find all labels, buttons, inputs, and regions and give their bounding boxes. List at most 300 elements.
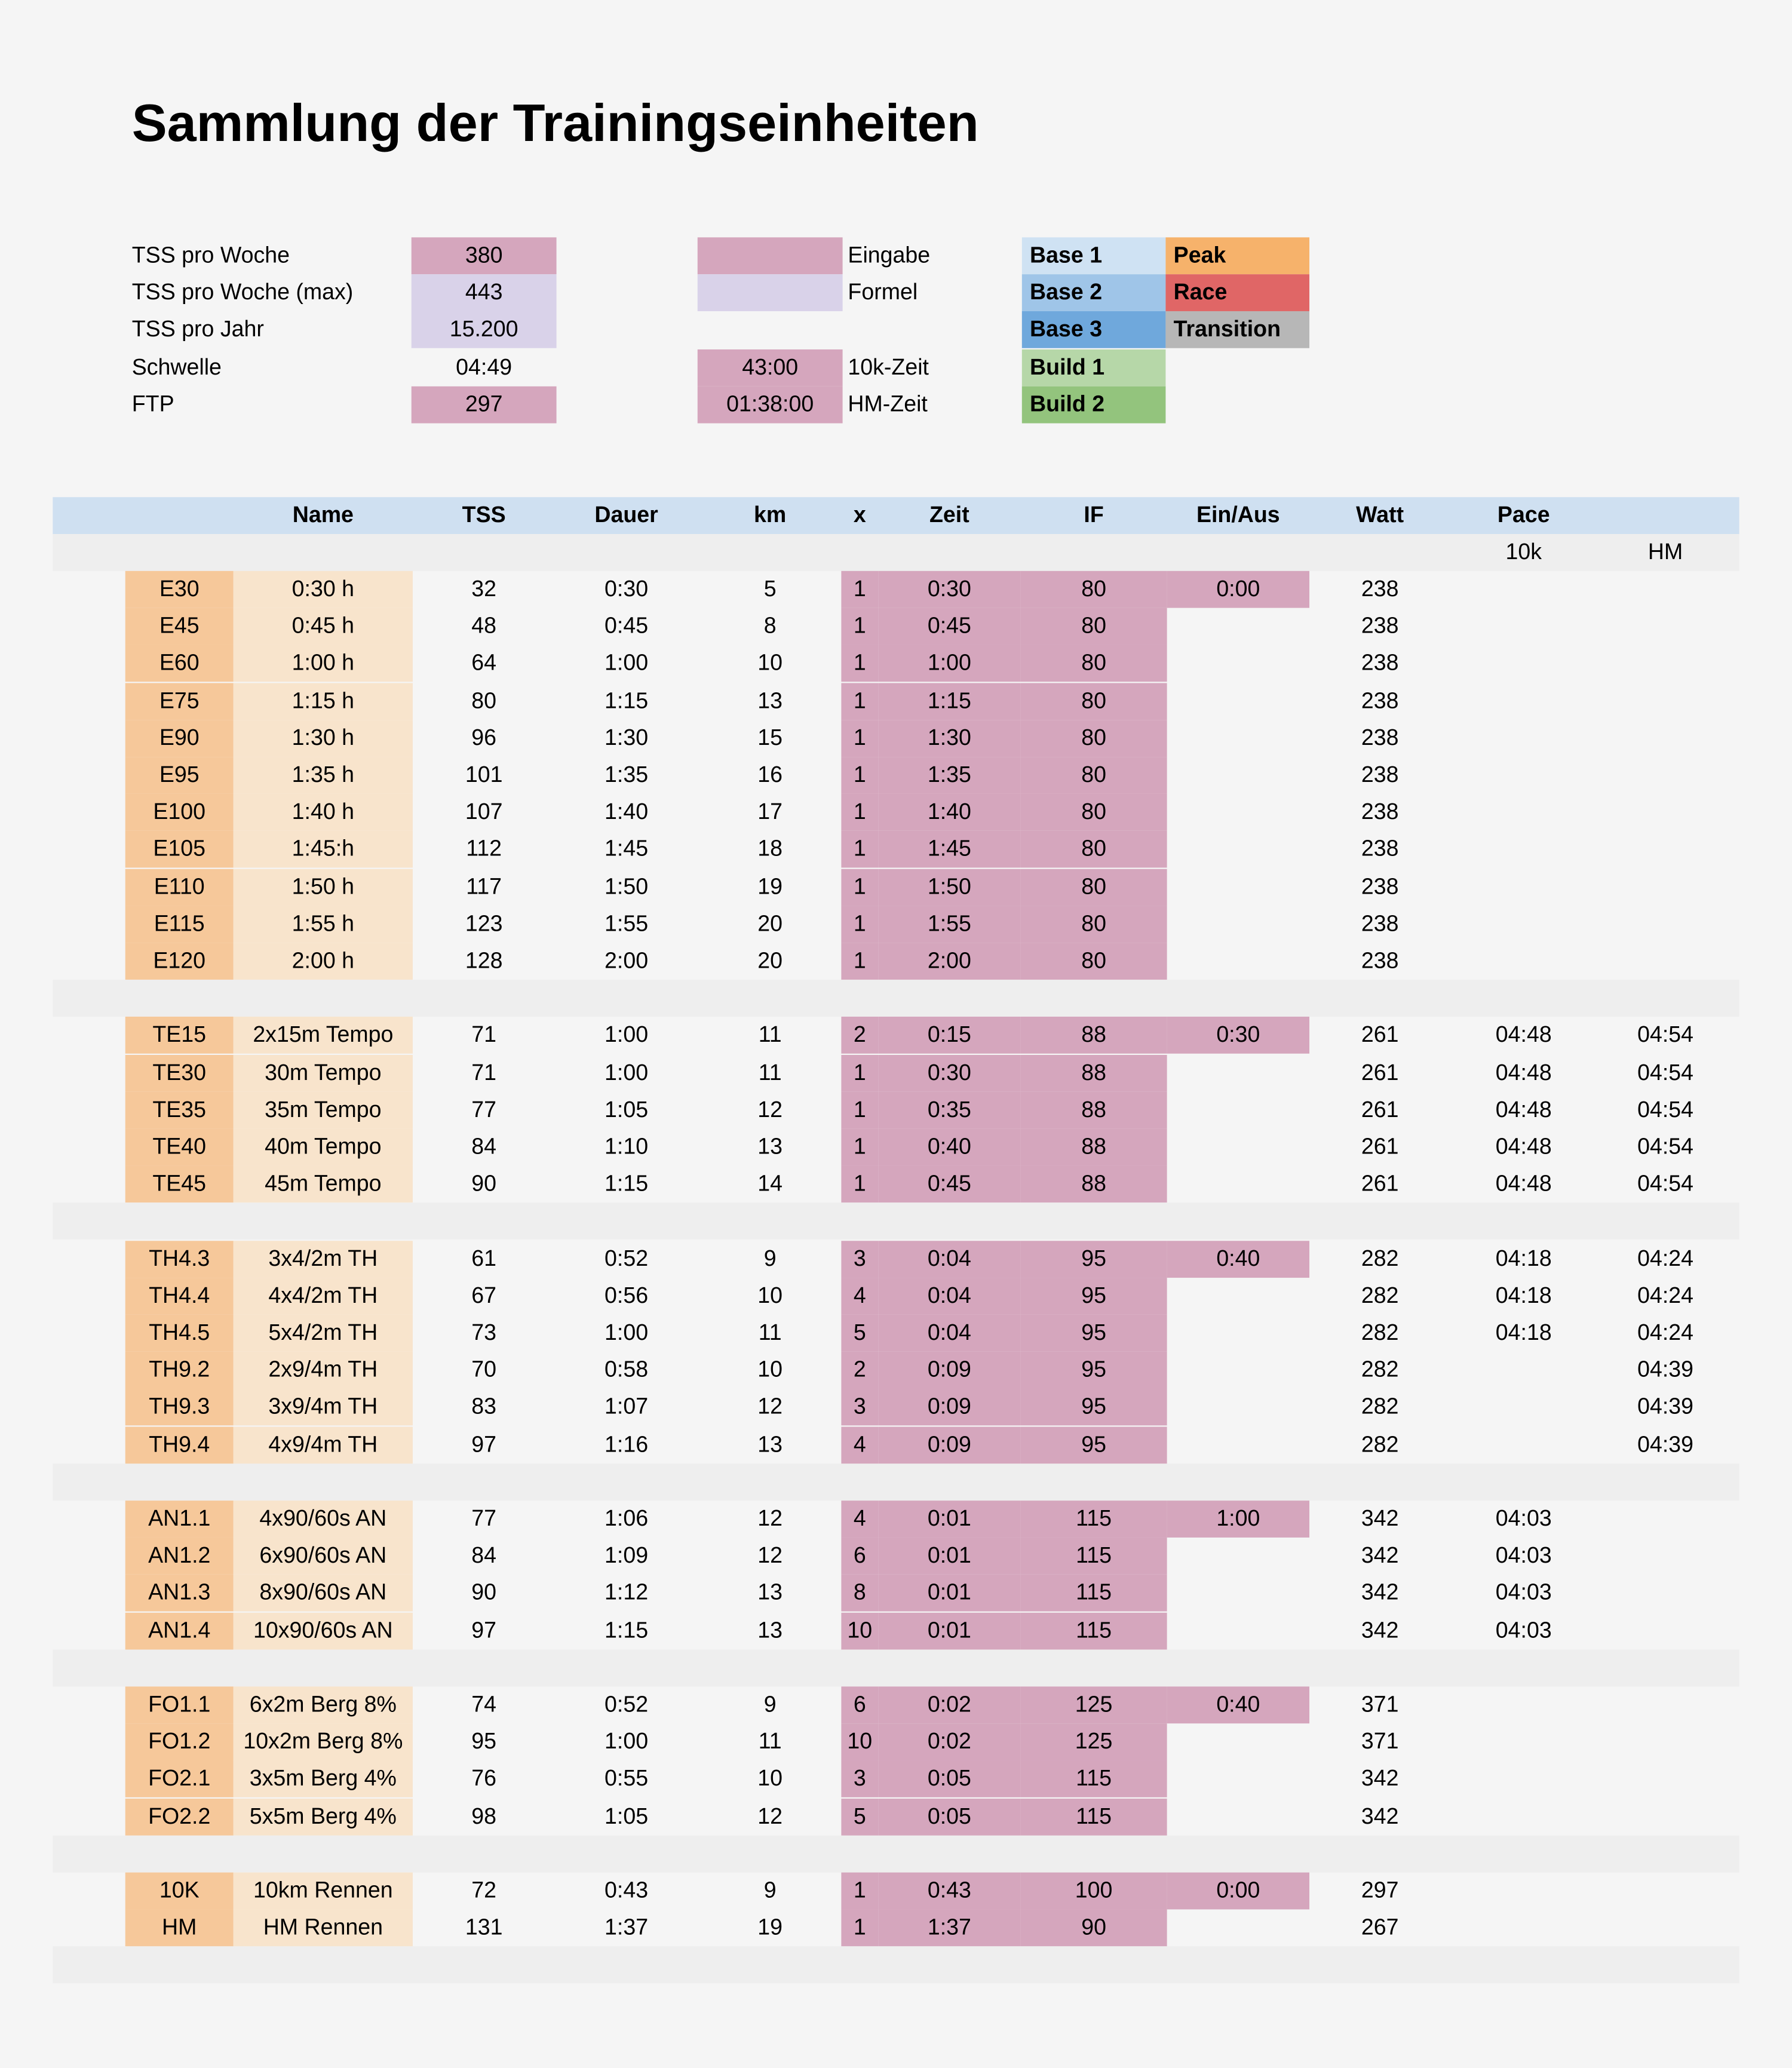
- watt-cell: 342: [1361, 1505, 1399, 1531]
- dauer-cell: 1:00: [605, 1729, 649, 1754]
- km-cell: 10: [757, 1357, 783, 1382]
- header-watt: Watt: [1356, 502, 1404, 527]
- if-cell: 80: [1021, 608, 1167, 645]
- header-tss: TSS: [462, 502, 506, 527]
- dauer-cell: 1:05: [605, 1803, 649, 1828]
- zeit-cell: 1:50: [878, 869, 1020, 906]
- km-cell: 19: [757, 1914, 783, 1940]
- pace-10k-cell: [1450, 1724, 1597, 1761]
- if-cell: 125: [1021, 1724, 1167, 1761]
- header-pace: Pace: [1497, 502, 1550, 527]
- pace-10k-cell: [1450, 794, 1597, 831]
- watt-cell: 238: [1361, 873, 1399, 899]
- dauer-cell: 1:06: [605, 1505, 649, 1531]
- dauer-cell: 1:30: [605, 725, 649, 750]
- summary-value: 04:49: [456, 354, 513, 379]
- key-label: Formel: [848, 280, 918, 305]
- summary-value[interactable]: 380: [412, 237, 557, 274]
- km-cell: 10: [757, 651, 783, 676]
- zeit-cell: 0:05: [878, 1798, 1020, 1835]
- group-separator: [53, 1203, 1739, 1240]
- tss-cell: 131: [465, 1914, 503, 1940]
- if-cell: 80: [1021, 683, 1167, 720]
- tss-cell: 101: [465, 762, 503, 787]
- workout-code[interactable]: TE35: [125, 1091, 234, 1128]
- workout-code[interactable]: TH9.4: [125, 1426, 234, 1463]
- km-cell: 13: [757, 1431, 783, 1457]
- workout-code[interactable]: FO2.1: [125, 1761, 234, 1798]
- workout-name: 4x9/4m TH: [234, 1426, 413, 1463]
- zeit-cell: 0:04: [878, 1315, 1020, 1352]
- pace-hm-cell: 04:54: [1637, 1134, 1694, 1159]
- tss-cell: 98: [471, 1803, 497, 1828]
- tss-cell: 80: [471, 688, 497, 713]
- pace-hm-cell: [1597, 1873, 1734, 1910]
- pace-hm-cell: [1597, 794, 1734, 831]
- pace-hm-cell: 04:24: [1637, 1245, 1694, 1271]
- workout-code[interactable]: HM: [125, 1910, 234, 1947]
- page-title: Sammlung der Trainingseinheiten: [131, 94, 979, 154]
- workout-name: 1:50 h: [234, 869, 413, 906]
- if-cell: 88: [1021, 1054, 1167, 1091]
- workout-code[interactable]: AN1.2: [125, 1538, 234, 1575]
- tss-cell: 97: [471, 1431, 497, 1457]
- workout-code[interactable]: E30: [125, 571, 234, 608]
- zeit-cell: 1:00: [878, 645, 1020, 682]
- reps-cell: 6: [841, 1538, 878, 1575]
- zeit-cell: 1:37: [878, 1910, 1020, 1947]
- tss-cell: 90: [471, 1580, 497, 1606]
- pace-10k-cell: [1450, 645, 1597, 682]
- zeit-cell: 0:04: [878, 1240, 1020, 1277]
- summary-value: 15.200: [412, 312, 557, 349]
- watt-cell: 261: [1361, 1059, 1399, 1085]
- tss-cell: 128: [465, 948, 503, 974]
- pace-10k-cell: [1450, 906, 1597, 943]
- watt-cell: 238: [1361, 688, 1399, 713]
- tss-cell: 84: [471, 1543, 497, 1569]
- zeit-cell: 0:43: [878, 1873, 1020, 1910]
- watt-cell: 238: [1361, 836, 1399, 862]
- reps-cell: 1: [841, 1166, 878, 1203]
- dauer-cell: 1:16: [605, 1431, 649, 1457]
- workout-code[interactable]: 10K: [125, 1873, 234, 1910]
- group-separator: [53, 1463, 1739, 1501]
- ein-aus-cell[interactable]: 0:00: [1167, 1873, 1309, 1910]
- zeit-cell: 0:15: [878, 1017, 1020, 1054]
- tss-cell: 97: [471, 1617, 497, 1643]
- dauer-cell: 1:37: [605, 1914, 649, 1940]
- km-cell: 13: [757, 1580, 783, 1606]
- input-cell[interactable]: 43:00: [698, 349, 843, 386]
- header-pace-hm: HM: [1647, 539, 1683, 564]
- pace-10k-cell: 04:18: [1495, 1245, 1552, 1271]
- dauer-cell: 1:00: [605, 1059, 649, 1085]
- dauer-cell: 1:15: [605, 1617, 649, 1643]
- summary-label: TSS pro Jahr: [131, 317, 264, 342]
- summary-value: 443: [412, 275, 557, 312]
- km-cell: 11: [758, 1059, 782, 1085]
- tss-cell: 71: [471, 1059, 497, 1085]
- pace-10k-cell: 04:03: [1495, 1505, 1552, 1531]
- tss-cell: 107: [465, 799, 503, 825]
- workout-code[interactable]: TH9.3: [125, 1389, 234, 1426]
- pace-10k-cell: [1450, 571, 1597, 608]
- km-cell: 17: [757, 799, 783, 825]
- km-cell: 9: [763, 1877, 777, 1903]
- reps-cell: 8: [841, 1575, 878, 1612]
- pace-hm-cell: [1597, 1501, 1734, 1538]
- km-cell: 16: [757, 762, 783, 787]
- pace-10k-cell: [1450, 757, 1597, 794]
- tss-cell: 32: [471, 576, 497, 602]
- dauer-cell: 1:00: [605, 651, 649, 676]
- if-cell: 115: [1021, 1612, 1167, 1649]
- pace-10k-cell: [1450, 1761, 1597, 1798]
- pace-10k-cell: [1450, 1910, 1597, 1947]
- watt-cell: 261: [1361, 1171, 1399, 1196]
- tss-cell: 90: [471, 1171, 497, 1196]
- if-cell: 115: [1021, 1575, 1167, 1612]
- km-cell: 20: [757, 948, 783, 974]
- workout-name: 0:45 h: [234, 608, 413, 645]
- pace-hm-cell: [1597, 608, 1734, 645]
- km-cell: 11: [758, 1320, 782, 1345]
- workout-code[interactable]: TE40: [125, 1129, 234, 1166]
- reps-cell: 5: [841, 1315, 878, 1352]
- pace-10k-cell: [1450, 1426, 1597, 1463]
- zeit-cell: 1:40: [878, 794, 1020, 831]
- header-pace-10k: 10k: [1505, 539, 1542, 564]
- km-cell: 12: [757, 1803, 783, 1828]
- workout-name: 1:55 h: [234, 906, 413, 943]
- zeit-cell: 2:00: [878, 943, 1020, 980]
- zeit-cell: 0:02: [878, 1724, 1020, 1761]
- ein-aus-cell[interactable]: 0:00: [1167, 571, 1309, 608]
- workout-code[interactable]: E45: [125, 608, 234, 645]
- watt-cell: 282: [1361, 1357, 1399, 1382]
- tss-cell: 70: [471, 1357, 497, 1382]
- workout-code[interactable]: E115: [125, 906, 234, 943]
- reps-cell: 1: [841, 608, 878, 645]
- workout-name: 1:00 h: [234, 645, 413, 682]
- pace-hm-cell: 04:54: [1637, 1171, 1694, 1196]
- km-cell: 9: [763, 1245, 777, 1271]
- workout-code[interactable]: TE30: [125, 1054, 234, 1091]
- workout-code[interactable]: E75: [125, 683, 234, 720]
- workout-code[interactable]: TH9.2: [125, 1352, 234, 1389]
- pace-10k-cell: 04:03: [1495, 1543, 1552, 1569]
- pace-10k-cell: 04:48: [1495, 1059, 1552, 1085]
- zeit-cell: 0:01: [878, 1501, 1020, 1538]
- reps-cell: 4: [841, 1426, 878, 1463]
- zeit-cell: 0:09: [878, 1426, 1020, 1463]
- watt-cell: 282: [1361, 1245, 1399, 1271]
- workout-code[interactable]: TH4.3: [125, 1240, 234, 1277]
- tss-cell: 61: [471, 1245, 497, 1271]
- reps-cell: 1: [841, 1910, 878, 1947]
- dauer-cell: 1:05: [605, 1097, 649, 1122]
- km-cell: 20: [757, 910, 783, 936]
- if-cell: 80: [1021, 869, 1167, 906]
- workout-name: 6x2m Berg 8%: [234, 1686, 413, 1723]
- pace-10k-cell: [1450, 869, 1597, 906]
- reps-cell: 5: [841, 1798, 878, 1835]
- watt-cell: 342: [1361, 1803, 1399, 1828]
- group-separator: [53, 1947, 1739, 1984]
- if-cell: 88: [1021, 1091, 1167, 1128]
- pace-hm-cell: [1597, 1724, 1734, 1761]
- workout-name: 45m Tempo: [234, 1166, 413, 1203]
- workout-name: 2x9/4m TH: [234, 1352, 413, 1389]
- watt-cell: 282: [1361, 1282, 1399, 1308]
- workout-code[interactable]: E105: [125, 832, 234, 869]
- workout-code[interactable]: AN1.4: [125, 1612, 234, 1649]
- if-cell: 95: [1021, 1352, 1167, 1389]
- zeit-cell: 0:01: [878, 1612, 1020, 1649]
- pace-10k-cell: [1450, 1798, 1597, 1835]
- zeit-cell: 0:45: [878, 1166, 1020, 1203]
- pace-10k-cell: [1450, 720, 1597, 757]
- pace-hm-cell: [1597, 869, 1734, 906]
- watt-cell: 282: [1361, 1394, 1399, 1420]
- pace-10k-cell: [1450, 1873, 1597, 1910]
- workout-name: 0:30 h: [234, 571, 413, 608]
- dauer-cell: 1:35: [605, 762, 649, 787]
- if-cell: 95: [1021, 1389, 1167, 1426]
- reps-cell: 1: [841, 720, 878, 757]
- pace-hm-cell: [1597, 720, 1734, 757]
- workout-name: 30m Tempo: [234, 1054, 413, 1091]
- pace-hm-cell: 04:39: [1637, 1431, 1694, 1457]
- pace-10k-cell: [1450, 1389, 1597, 1426]
- pace-10k-cell: 04:48: [1495, 1134, 1552, 1159]
- km-cell: 12: [757, 1097, 783, 1122]
- if-cell: 95: [1021, 1426, 1167, 1463]
- pace-hm-cell: [1597, 1538, 1734, 1575]
- pace-10k-cell: 04:03: [1495, 1617, 1552, 1643]
- watt-cell: 342: [1361, 1766, 1399, 1791]
- km-cell: 15: [757, 725, 783, 750]
- workout-code[interactable]: AN1.3: [125, 1575, 234, 1612]
- watt-cell: 238: [1361, 725, 1399, 750]
- phase-legend-peak: Peak: [1165, 237, 1309, 274]
- watt-cell: 238: [1361, 762, 1399, 787]
- watt-cell: 261: [1361, 1134, 1399, 1159]
- workout-name: 4x90/60s AN: [234, 1501, 413, 1538]
- tss-cell: 83: [471, 1394, 497, 1420]
- key-label: 10k-Zeit: [848, 354, 929, 379]
- dauer-cell: 0:56: [605, 1282, 649, 1308]
- workout-code[interactable]: TH4.5: [125, 1315, 234, 1352]
- workout-name: 35m Tempo: [234, 1091, 413, 1128]
- tss-cell: 95: [471, 1729, 497, 1754]
- pace-hm-cell: [1597, 832, 1734, 869]
- pace-10k-cell: [1450, 608, 1597, 645]
- ein-aus-cell[interactable]: 1:00: [1167, 1501, 1309, 1538]
- dauer-cell: 0:52: [605, 1692, 649, 1717]
- reps-cell: 1: [841, 757, 878, 794]
- phase-legend-build-1: Build 1: [1022, 349, 1166, 386]
- workout-name: 1:15 h: [234, 683, 413, 720]
- dauer-cell: 0:58: [605, 1357, 649, 1382]
- pace-hm-cell: 04:54: [1637, 1022, 1694, 1048]
- pace-hm-cell: [1597, 1686, 1734, 1723]
- if-cell: 80: [1021, 571, 1167, 608]
- workout-code[interactable]: TH4.4: [125, 1278, 234, 1315]
- reps-cell: 3: [841, 1240, 878, 1277]
- ein-aus-cell[interactable]: 0:40: [1167, 1686, 1309, 1723]
- phase-legend-base-3: Base 3: [1022, 312, 1166, 349]
- ein-aus-cell[interactable]: 0:40: [1167, 1240, 1309, 1277]
- workout-code[interactable]: E110: [125, 869, 234, 906]
- zeit-cell: 1:15: [878, 683, 1020, 720]
- tss-cell: 67: [471, 1282, 497, 1308]
- pace-10k-cell: [1450, 1352, 1597, 1389]
- reps-cell: 1: [841, 1054, 878, 1091]
- pace-hm-cell: 04:24: [1637, 1320, 1694, 1345]
- tss-cell: 76: [471, 1766, 497, 1791]
- if-cell: 95: [1021, 1278, 1167, 1315]
- reps-cell: 2: [841, 1352, 878, 1389]
- dauer-cell: 1:09: [605, 1543, 649, 1569]
- workout-name: 1:40 h: [234, 794, 413, 831]
- reps-cell: 1: [841, 1129, 878, 1166]
- workout-name: 10km Rennen: [234, 1873, 413, 1910]
- pace-10k-cell: 04:18: [1495, 1320, 1552, 1345]
- dauer-cell: 0:30: [605, 576, 649, 602]
- workout-code[interactable]: FO2.2: [125, 1798, 234, 1835]
- dauer-cell: 0:45: [605, 613, 649, 639]
- km-cell: 10: [757, 1766, 783, 1791]
- workout-code[interactable]: TE45: [125, 1166, 234, 1203]
- workout-name: 2:00 h: [234, 943, 413, 980]
- workout-code[interactable]: E60: [125, 645, 234, 682]
- watt-cell: 371: [1361, 1729, 1399, 1754]
- reps-cell: 4: [841, 1278, 878, 1315]
- workout-name: 10x2m Berg 8%: [234, 1724, 413, 1761]
- workout-name: 2x15m Tempo: [234, 1017, 413, 1054]
- watt-cell: 238: [1361, 613, 1399, 639]
- workout-code[interactable]: TE15: [125, 1017, 234, 1054]
- tss-cell: 77: [471, 1505, 497, 1531]
- header-zeit: Zeit: [929, 502, 969, 527]
- watt-cell: 342: [1361, 1543, 1399, 1569]
- header-name: Name: [292, 502, 354, 527]
- watt-cell: 282: [1361, 1431, 1399, 1457]
- workout-code[interactable]: E90: [125, 720, 234, 757]
- zeit-cell: 0:05: [878, 1761, 1020, 1798]
- pace-10k-cell: 04:48: [1495, 1171, 1552, 1196]
- key-label: HM-Zeit: [848, 391, 928, 417]
- dauer-cell: 0:52: [605, 1245, 649, 1271]
- if-cell: 115: [1021, 1501, 1167, 1538]
- reps-cell: 1: [841, 869, 878, 906]
- if-cell: 125: [1021, 1686, 1167, 1723]
- pace-10k-cell: 04:48: [1495, 1097, 1552, 1122]
- input-cell[interactable]: 01:38:00: [698, 386, 843, 423]
- pace-10k-cell: 04:48: [1495, 1022, 1552, 1048]
- zeit-cell: 0:09: [878, 1352, 1020, 1389]
- workout-code[interactable]: E100: [125, 794, 234, 831]
- km-cell: 9: [763, 1692, 777, 1717]
- zeit-cell: 0:30: [878, 571, 1020, 608]
- if-cell: 80: [1021, 757, 1167, 794]
- header-dauer: Dauer: [594, 502, 658, 527]
- watt-cell: 238: [1361, 910, 1399, 936]
- tss-cell: 96: [471, 725, 497, 750]
- reps-cell: 4: [841, 1501, 878, 1538]
- if-cell: 90: [1021, 1910, 1167, 1947]
- if-cell: 115: [1021, 1761, 1167, 1798]
- tss-cell: 112: [466, 836, 502, 862]
- reps-cell: 3: [841, 1389, 878, 1426]
- summary-value[interactable]: 297: [412, 386, 557, 423]
- watt-cell: 342: [1361, 1617, 1399, 1643]
- if-cell: 115: [1021, 1798, 1167, 1835]
- tss-cell: 84: [471, 1134, 497, 1159]
- reps-cell: 1: [841, 645, 878, 682]
- zeit-cell: 0:02: [878, 1686, 1020, 1723]
- dauer-cell: 1:45: [605, 836, 649, 862]
- pace-hm-cell: 04:54: [1637, 1097, 1694, 1122]
- reps-cell: 10: [841, 1612, 878, 1649]
- workout-code[interactable]: E95: [125, 757, 234, 794]
- if-cell: 88: [1021, 1017, 1167, 1054]
- pace-hm-cell: [1597, 757, 1734, 794]
- zeit-cell: 1:35: [878, 757, 1020, 794]
- watt-cell: 238: [1361, 576, 1399, 602]
- pace-hm-cell: [1597, 1910, 1734, 1947]
- pace-10k-cell: 04:03: [1495, 1580, 1552, 1606]
- workout-name: 3x5m Berg 4%: [234, 1761, 413, 1798]
- header-if: IF: [1084, 502, 1104, 527]
- zeit-cell: 0:45: [878, 608, 1020, 645]
- pace-hm-cell: [1597, 1761, 1734, 1798]
- pace-10k-cell: [1450, 943, 1597, 980]
- zeit-cell: 1:45: [878, 832, 1020, 869]
- km-cell: 5: [763, 576, 777, 602]
- km-cell: 19: [757, 873, 783, 899]
- if-cell: 80: [1021, 832, 1167, 869]
- dauer-cell: 0:43: [605, 1877, 649, 1903]
- reps-cell: 1: [841, 1091, 878, 1128]
- pace-hm-cell: 04:54: [1637, 1059, 1694, 1085]
- reps-cell: 10: [841, 1724, 878, 1761]
- if-cell: 88: [1021, 1166, 1167, 1203]
- km-cell: 12: [757, 1505, 783, 1531]
- km-cell: 10: [757, 1282, 783, 1308]
- pace-hm-cell: 04:39: [1637, 1357, 1694, 1382]
- km-cell: 13: [757, 688, 783, 713]
- pace-10k-cell: [1450, 1686, 1597, 1723]
- zeit-cell: 0:01: [878, 1538, 1020, 1575]
- workout-code[interactable]: FO1.1: [125, 1686, 234, 1723]
- input-cell[interactable]: [698, 237, 843, 274]
- tss-cell: 72: [471, 1877, 497, 1903]
- dauer-cell: 1:55: [605, 910, 649, 936]
- workout-code[interactable]: FO1.2: [125, 1724, 234, 1761]
- tss-cell: 117: [466, 873, 502, 899]
- workout-code[interactable]: AN1.1: [125, 1501, 234, 1538]
- watt-cell: 238: [1361, 799, 1399, 825]
- reps-cell: 1: [841, 1873, 878, 1910]
- ein-aus-cell[interactable]: 0:30: [1167, 1017, 1309, 1054]
- workout-code[interactable]: E120: [125, 943, 234, 980]
- if-cell: 80: [1021, 794, 1167, 831]
- pace-hm-cell: [1597, 906, 1734, 943]
- dauer-cell: 1:10: [605, 1134, 649, 1159]
